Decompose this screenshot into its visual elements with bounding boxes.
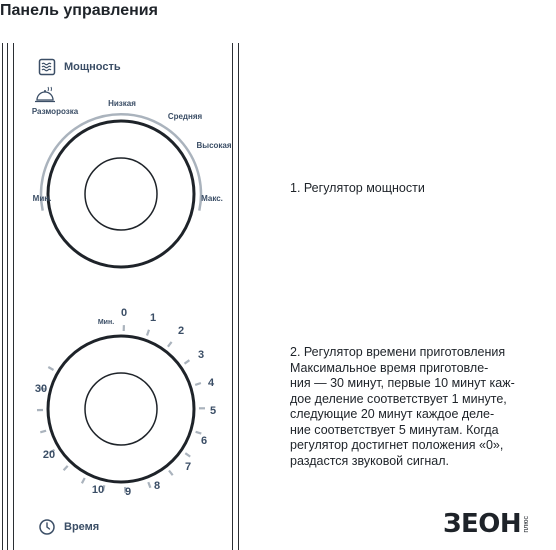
- timer-header: [38, 518, 99, 536]
- power-level-label: Мин.: [32, 194, 52, 204]
- timer-tick: [195, 383, 201, 385]
- timer-min-label: Мин.: [97, 318, 115, 326]
- description-power-text: 1. Регулятор мощности: [290, 181, 425, 195]
- timer-mark-label: 20: [42, 448, 56, 461]
- timer-tick: [147, 330, 149, 336]
- timer-mark-label: 3: [197, 348, 205, 361]
- timer-knob-center[interactable]: [85, 373, 157, 445]
- description-timer: [290, 345, 545, 469]
- timer-mark-label: 0: [120, 306, 128, 319]
- brand-name: ЗЕОН: [443, 509, 522, 539]
- description-timer-line: дое деление соответствует 1 минуте,: [290, 391, 507, 406]
- page-title: Панель управления: [0, 2, 158, 19]
- timer-tick: [185, 360, 190, 364]
- timer-mark-label: 9: [124, 485, 132, 498]
- power-label: Мощность: [64, 61, 121, 73]
- timer-tick: [40, 431, 46, 433]
- timer-tick: [196, 432, 202, 434]
- power-level-label: Разморозка: [31, 107, 79, 117]
- power-level-label: Низкая: [108, 99, 136, 109]
- timer-mark-label: 30: [34, 382, 48, 395]
- timer-mark-label: 10: [91, 483, 105, 496]
- timer-mark-label: 7: [184, 460, 192, 473]
- power-scale-arc: [41, 114, 201, 210]
- timer-tick: [168, 342, 172, 347]
- dials-canvas: [0, 0, 240, 550]
- timer-tick: [48, 367, 53, 370]
- power-level-label: Средняя: [167, 112, 203, 122]
- power-knob-center[interactable]: [85, 158, 157, 230]
- timer-tick: [148, 482, 150, 488]
- timer-tick: [169, 471, 173, 476]
- description-timer-line: следующие 20 минут каждое деле-: [290, 407, 495, 421]
- timer-tick: [185, 453, 190, 456]
- description-power: [290, 181, 545, 197]
- timer-tick: [64, 466, 68, 470]
- timer-knob-ring[interactable]: [48, 336, 194, 482]
- timer-mark-label: 4: [207, 376, 215, 389]
- description-timer-line: раздастся звуковой сигнал.: [290, 453, 450, 468]
- description-timer-line: ния — 30 минут, первые 10 минут каж-: [290, 376, 515, 390]
- timer-scale-ticks: [34, 325, 208, 493]
- power-knob-ring[interactable]: [48, 121, 194, 267]
- timer-mark-label: 6: [200, 434, 208, 447]
- description-timer-line: регулятор достигнет положения «0»,: [290, 438, 504, 452]
- timer-mark-label: 8: [153, 479, 161, 492]
- timer-mark-label: 1: [149, 311, 157, 324]
- timer-tick: [82, 478, 85, 483]
- power-level-label: Высокая: [196, 141, 232, 151]
- timer-mark-label: 5: [209, 404, 217, 417]
- description-timer-line: ние соответствует 5 минутам. Когда: [290, 422, 499, 437]
- brand-logo: [443, 511, 531, 537]
- clock-icon: [38, 518, 56, 536]
- timer-mark-label: 2: [177, 324, 185, 337]
- description-timer-line: 2. Регулятор времени приготовления: [290, 345, 506, 359]
- brand-sub: плюс: [523, 515, 531, 533]
- description-timer-line: Максимальное время приготовле-: [290, 360, 489, 375]
- timer-label: Время: [64, 521, 100, 533]
- power-level-label: Макс.: [201, 194, 223, 204]
